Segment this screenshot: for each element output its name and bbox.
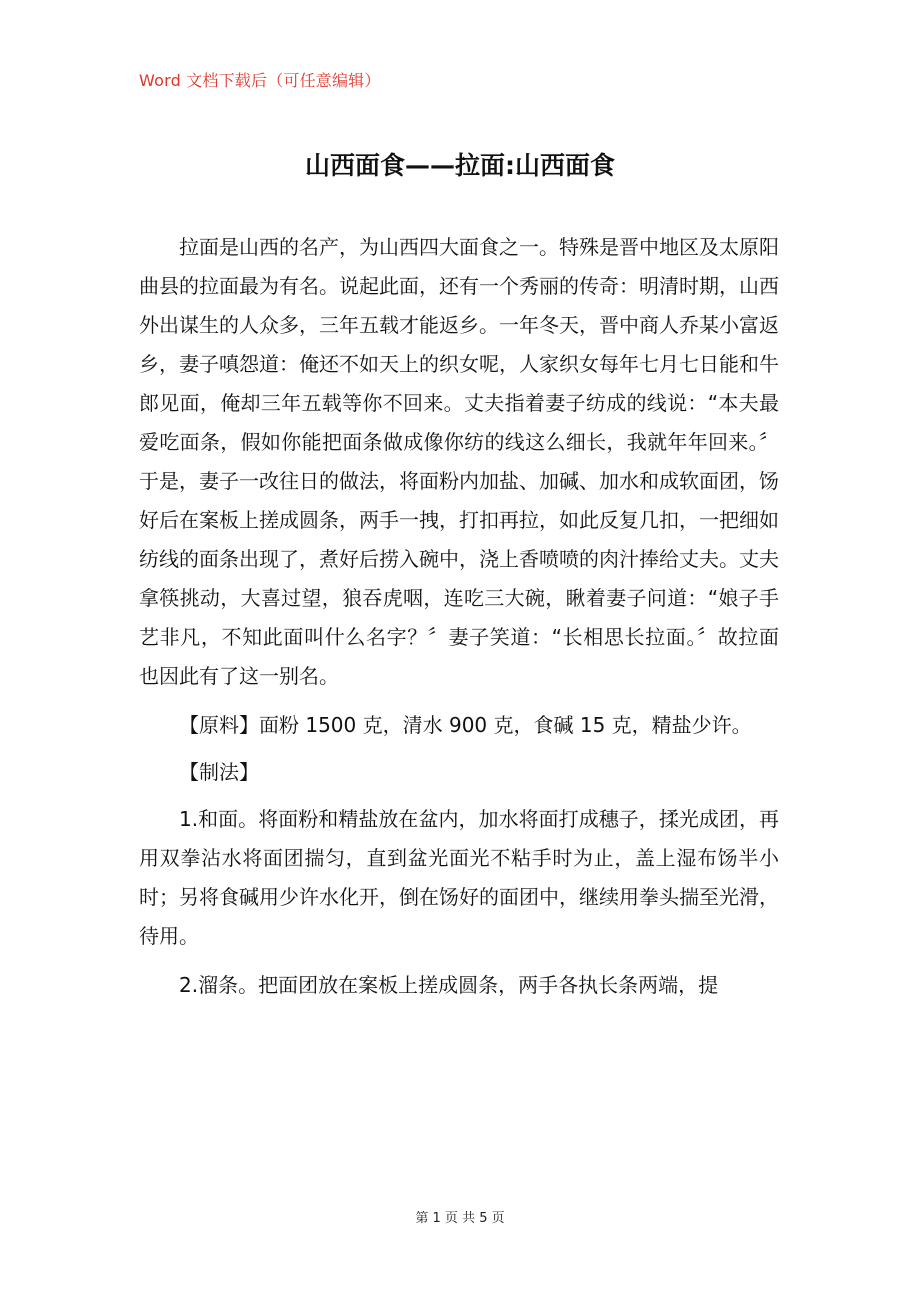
document-body xyxy=(139,228,779,1005)
intro-paragraph: 拉面是山西的名产，为山西四大面食之一。特殊是晋中地区及太原阳曲县的拉面最为有名。说起此面，还有一个秀丽的传奇：明清时期，山西外出谋生的人众多，三年五载才能返乡。一年冬天，晋中商人乔某小富返乡，妻子嗔怨道：俺还不如天上的织女呢，人家织女每年七月七日能和牛郎见面，俺却三年五载等你不回来。丈夫指着妻子纺成的线说：“本夫最爱吃面条，假如你能把面条做成像你纺的线这么细长，我就年年回来。〞于是，妻子一改往日的做法，将面粉内加盐、加碱、加水和成软面团，饧好后在案板上搓成圆条，两手一拽，打扣再拉，如此反复几扣，一把细如纺线的面条出现了，煮好后捞入碗中，浇上香喷喷的肉汁捧给丈夫。丈夫拿筷挑动，大喜过望，狼吞虎咽，连吃三大碗，瞅着妻子问道：“娘子手艺非凡，不知此面叫什么名字？〞妻子笑道：“长相思长拉面。〞故拉面也因此有了这一别名。 xyxy=(139,235,779,688)
method-heading: 【制法】 xyxy=(179,760,259,784)
step-2-paragraph: 2.溜条。把面团放在案板上搓成圆条，两手各执长条两端，提 xyxy=(179,973,719,997)
download-note: Word 文档下载后（可任意编辑） xyxy=(139,71,381,90)
page-footer: 第 1 页 共 5 页 xyxy=(415,1211,505,1226)
step-1-paragraph: 1.和面。将面粉和精盐放在盆内，加水将面打成穗子，揉光成团，再用双拳沾水将面团揣匀，直到盆光面光不粘手时为止，盖上湿布饧半小时；另将食碱用少许水化开，倒在饧好的面团中，继续用拳头揣至光滑，待用。 xyxy=(139,807,779,948)
ingredients-paragraph: 【原料】面粉 1500 克，清水 900 克，食碱 15 克，精盐少许。 xyxy=(179,713,752,737)
document-title: 山西面食——拉面:山西面食 xyxy=(305,151,615,180)
